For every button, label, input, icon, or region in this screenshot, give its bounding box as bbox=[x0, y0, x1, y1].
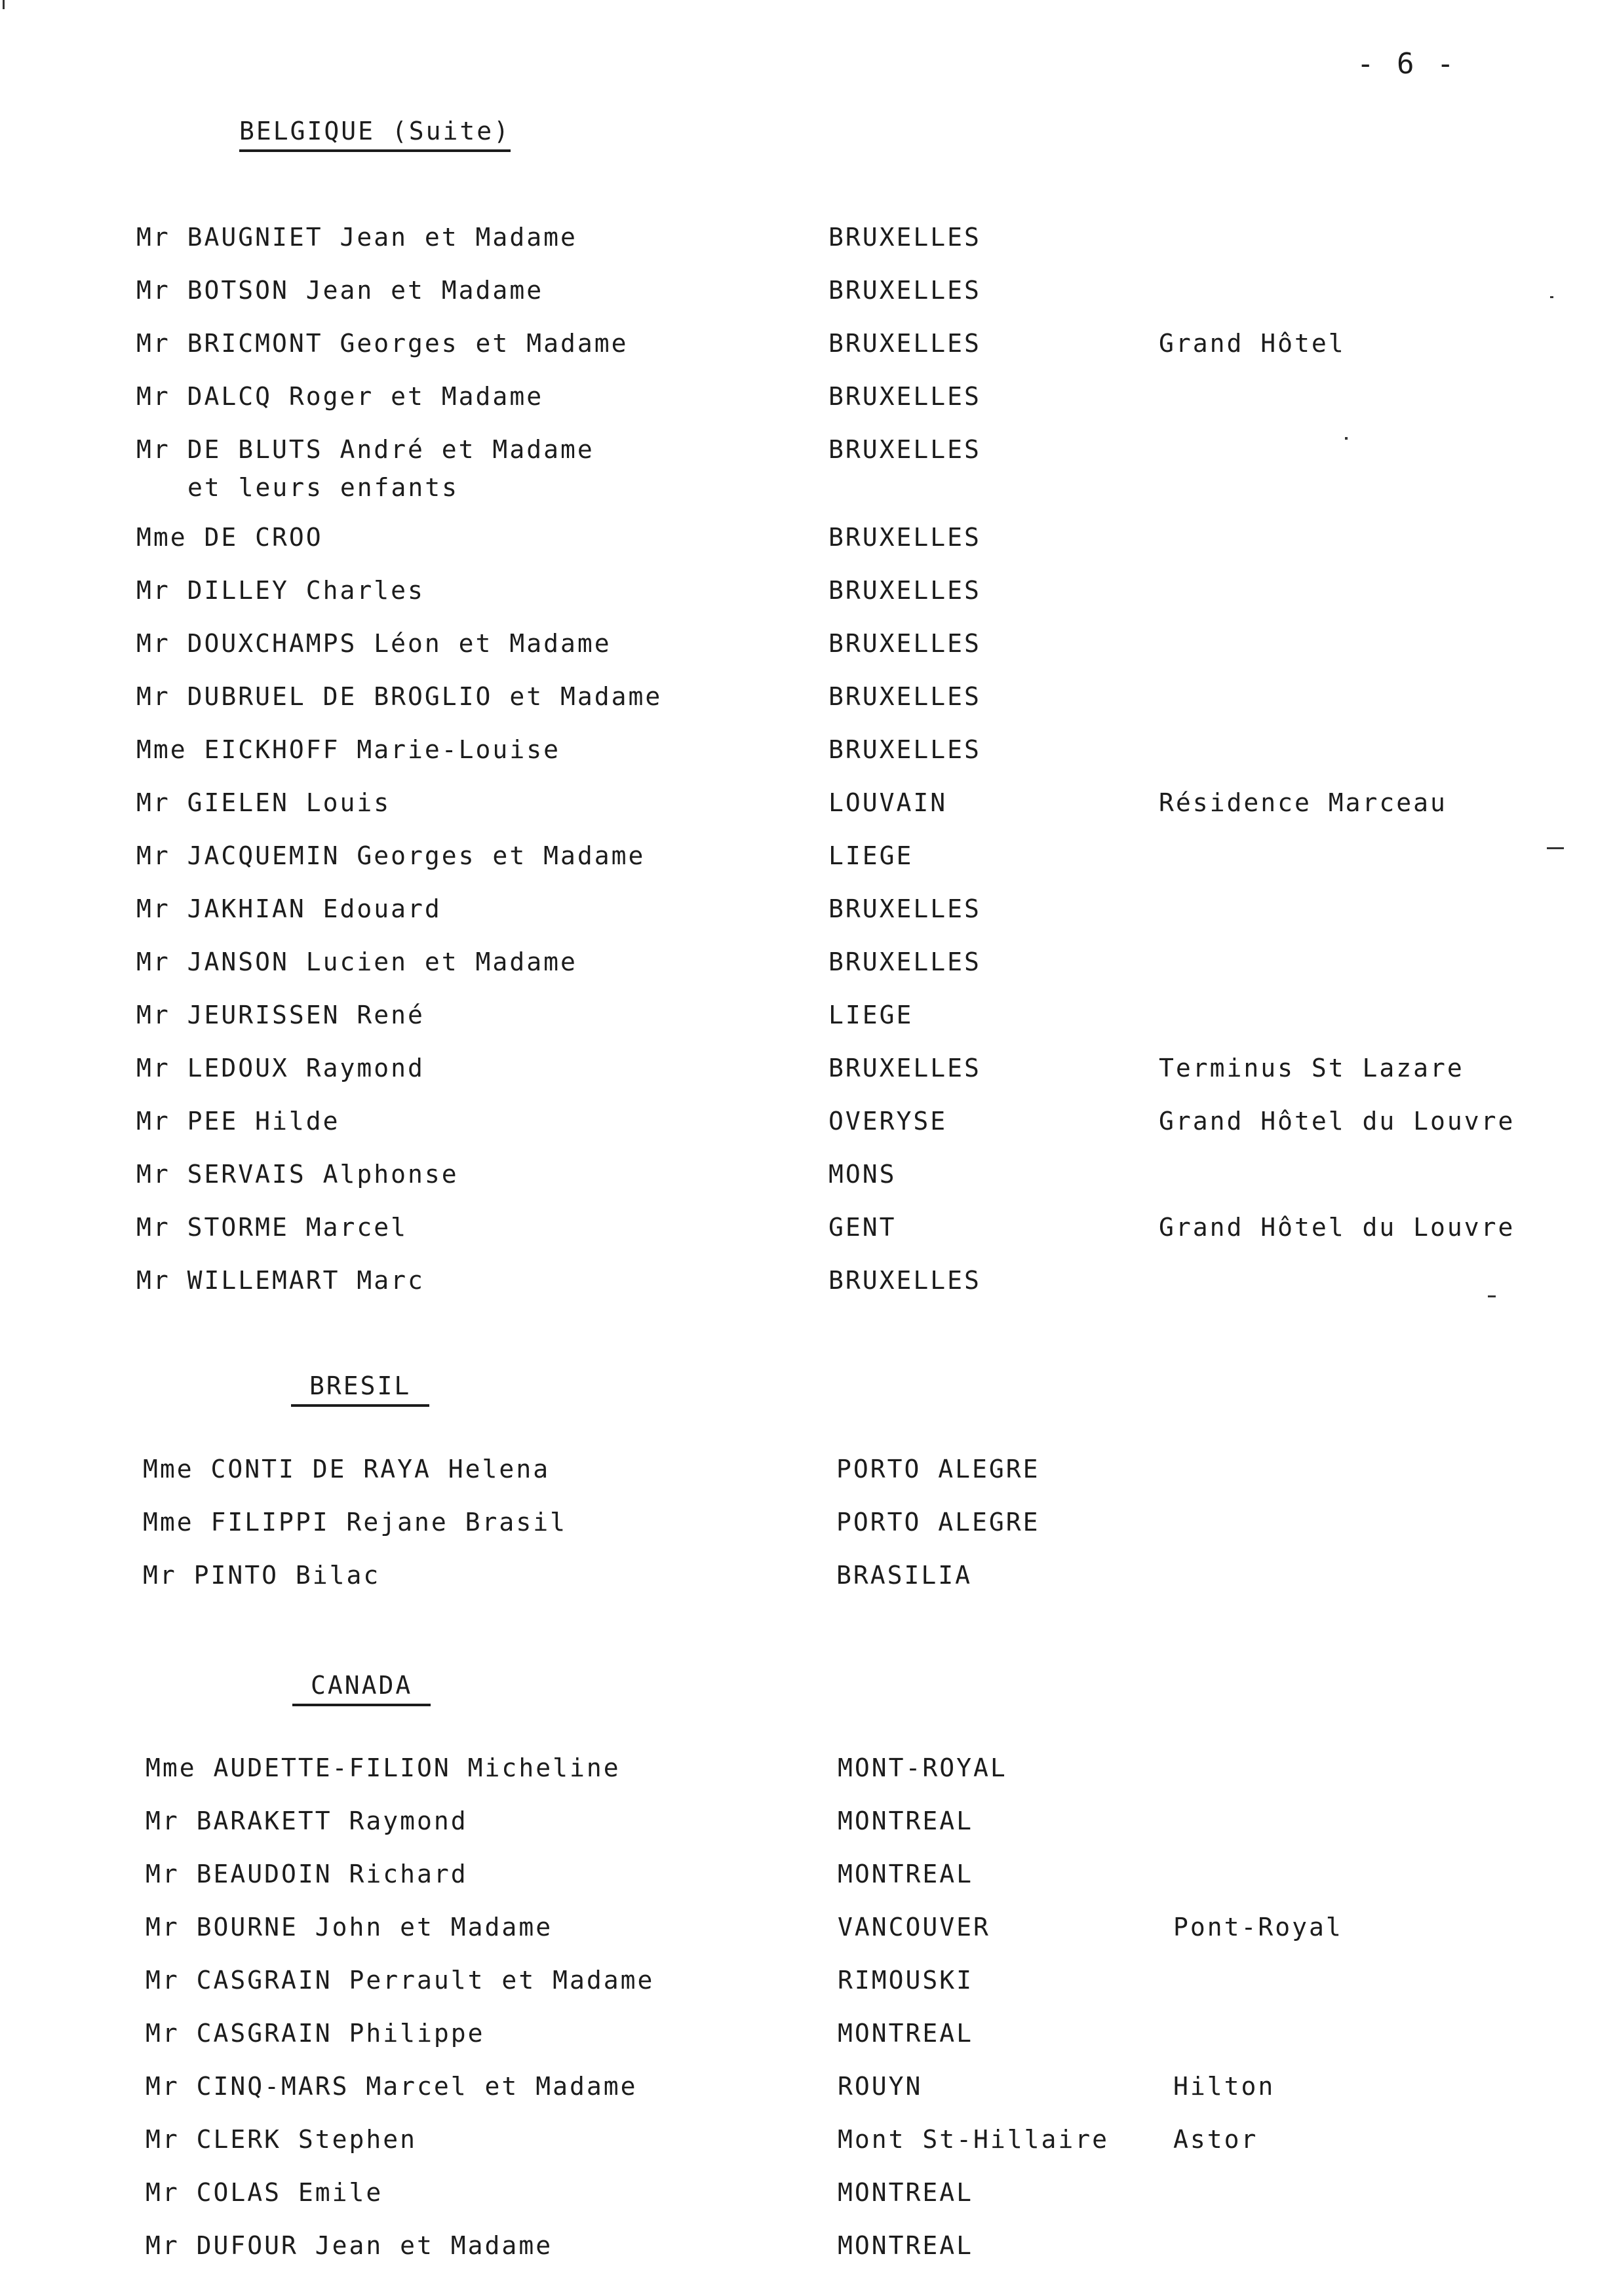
guest-city: MONT-ROYAL bbox=[838, 1753, 1007, 1782]
guest-hotel: Pont-Royal bbox=[1173, 1913, 1343, 1942]
guest-city: BRUXELLES bbox=[828, 382, 981, 411]
guest-city: MONS bbox=[828, 1160, 897, 1189]
guest-name: Mme FILIPPI Rejane Brasil bbox=[143, 1508, 567, 1537]
guest-name: Mr PINTO Bilac bbox=[143, 1561, 381, 1590]
guest-city: BRUXELLES bbox=[828, 682, 981, 711]
guest-hotel: Hilton bbox=[1173, 2072, 1275, 2101]
guest-name: Mr SERVAIS Alphonse bbox=[136, 1160, 459, 1189]
guest-name: Mr BEAUDOIN Richard bbox=[146, 1860, 468, 1888]
guest-city: BRUXELLES bbox=[828, 1266, 981, 1295]
guest-city: LOUVAIN bbox=[828, 788, 948, 817]
guest-city: MONTREAL bbox=[838, 2019, 974, 2048]
guest-name: Mr BRICMONT Georges et Madame bbox=[136, 329, 629, 358]
guest-name: Mr BOURNE John et Madame bbox=[146, 1913, 553, 1942]
guest-city: BRASILIA bbox=[836, 1561, 973, 1590]
guest-city: BRUXELLES bbox=[828, 947, 981, 976]
guest-name: Mme DE CROO bbox=[136, 523, 323, 552]
guest-name: Mr JEURISSEN René bbox=[136, 1001, 425, 1029]
guest-city: BRUXELLES bbox=[828, 894, 981, 923]
guest-name: Mme AUDETTE-FILION Micheline bbox=[146, 1753, 621, 1782]
section-heading: BRESIL bbox=[291, 1371, 429, 1407]
guest-city: LIEGE bbox=[828, 841, 914, 870]
guest-name: Mr DUFOUR Jean et Madame bbox=[146, 2231, 553, 2260]
section-heading: CANADA bbox=[292, 1671, 431, 1706]
guest-city: BRUXELLES bbox=[828, 576, 981, 605]
guest-city: MONTREAL bbox=[838, 1807, 974, 1835]
scan-mark bbox=[1547, 847, 1564, 849]
guest-name: Mr CASGRAIN Philippe bbox=[146, 2019, 485, 2048]
guest-city: MONTREAL bbox=[838, 2178, 974, 2207]
guest-city: PORTO ALEGRE bbox=[836, 1455, 1040, 1483]
guest-city: Mont St-Hillaire bbox=[838, 2125, 1110, 2154]
scan-mark bbox=[1488, 1295, 1496, 1297]
guest-city: BRUXELLES bbox=[828, 329, 981, 358]
guest-city: RIMOUSKI bbox=[838, 1966, 974, 1995]
scan-mark bbox=[1345, 437, 1348, 440]
scan-mark bbox=[3, 0, 5, 9]
guest-hotel: Grand Hôtel du Louvre bbox=[1159, 1213, 1515, 1242]
guest-hotel: Grand Hôtel du Louvre bbox=[1159, 1107, 1515, 1136]
guest-city: BRUXELLES bbox=[828, 629, 981, 658]
guest-city: PORTO ALEGRE bbox=[836, 1508, 1040, 1537]
guest-name: Mr LEDOUX Raymond bbox=[136, 1054, 425, 1082]
guest-name: Mr COLAS Emile bbox=[146, 2178, 383, 2207]
guest-city: MONTREAL bbox=[838, 1860, 974, 1888]
guest-city: GENT bbox=[828, 1213, 897, 1242]
guest-city: BRUXELLES bbox=[828, 735, 981, 764]
guest-name: Mr JANSON Lucien et Madame bbox=[136, 947, 577, 976]
guest-hotel: Astor bbox=[1173, 2125, 1258, 2154]
guest-name: Mr CLERK Stephen bbox=[146, 2125, 418, 2154]
guest-city: MONTREAL bbox=[838, 2231, 974, 2260]
guest-hotel: Terminus St Lazare bbox=[1159, 1054, 1464, 1082]
section-heading: BELGIQUE (Suite) bbox=[239, 117, 511, 152]
scan-mark bbox=[1550, 296, 1553, 298]
guest-name: Mr DILLEY Charles bbox=[136, 576, 425, 605]
guest-name: Mme CONTI DE RAYA Helena bbox=[143, 1455, 551, 1483]
guest-city: ROUYN bbox=[838, 2072, 923, 2101]
guest-name: Mme EICKHOFF Marie-Louise bbox=[136, 735, 560, 764]
guest-name: Mr GIELEN Louis bbox=[136, 788, 391, 817]
guest-name: Mr BAUGNIET Jean et Madame bbox=[136, 223, 577, 252]
guest-name: Mr BOTSON Jean et Madame bbox=[136, 276, 544, 305]
guest-name-line1: Mr DE BLUTS André et Madame bbox=[136, 435, 594, 464]
guest-city: BRUXELLES bbox=[828, 435, 981, 464]
guest-name-line2: et leurs enfants bbox=[187, 473, 459, 502]
guest-city: BRUXELLES bbox=[828, 523, 981, 552]
guest-name: Mr DOUXCHAMPS Léon et Madame bbox=[136, 629, 612, 658]
page-number: - 6 - bbox=[1357, 47, 1457, 81]
guest-name: Mr CINQ-MARS Marcel et Madame bbox=[146, 2072, 638, 2101]
guest-name: Mr JACQUEMIN Georges et Madame bbox=[136, 841, 646, 870]
guest-hotel: Résidence Marceau bbox=[1159, 788, 1447, 817]
guest-name: Mr JAKHIAN Edouard bbox=[136, 894, 442, 923]
guest-name: Mr WILLEMART Marc bbox=[136, 1266, 425, 1295]
guest-city: BRUXELLES bbox=[828, 276, 981, 305]
guest-city: LIEGE bbox=[828, 1001, 914, 1029]
guest-name: Mr STORME Marcel bbox=[136, 1213, 408, 1242]
guest-name: Mr CASGRAIN Perrault et Madame bbox=[146, 1966, 655, 1995]
guest-city: VANCOUVER bbox=[838, 1913, 990, 1942]
guest-name: Mr DUBRUEL DE BROGLIO et Madame bbox=[136, 682, 663, 711]
guest-city: BRUXELLES bbox=[828, 223, 981, 252]
guest-name: Mr DALCQ Roger et Madame bbox=[136, 382, 544, 411]
guest-name bbox=[136, 435, 594, 502]
guest-city: BRUXELLES bbox=[828, 1054, 981, 1082]
guest-name: Mr BARAKETT Raymond bbox=[146, 1807, 468, 1835]
guest-city: OVERYSE bbox=[828, 1107, 948, 1136]
guest-name: Mr PEE Hilde bbox=[136, 1107, 340, 1136]
guest-hotel: Grand Hôtel bbox=[1159, 329, 1346, 358]
